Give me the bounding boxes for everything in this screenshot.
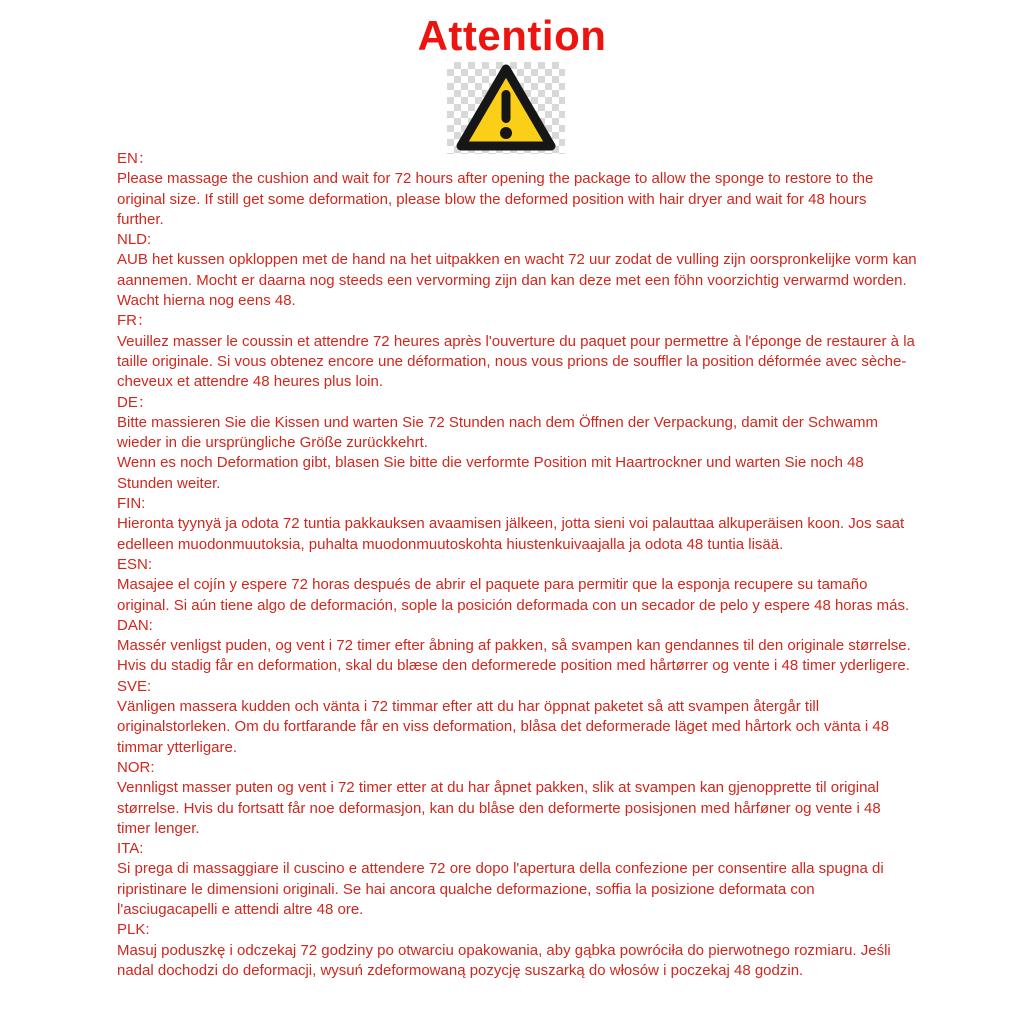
section-paragraphs: [117, 859, 917, 920]
section-paragraphs: [117, 332, 917, 393]
section-paragraphs: [117, 514, 917, 555]
language-section: [117, 758, 917, 839]
language-section: [117, 839, 917, 920]
language-label: FIN:: [117, 495, 146, 513]
language-section: [117, 555, 917, 616]
instruction-paragraph: Bitte massieren Sie die Kissen und warten Sie 72 Stunden nach dem Öffnen der Verpackung, damit der Schwamm wieder in die ursprüngliche Größe zurückkehrt.: [117, 413, 878, 452]
section-paragraphs: [117, 575, 917, 616]
language-section: [117, 616, 917, 677]
language-label: ITA:: [117, 840, 144, 858]
instruction-paragraph: Si prega di massaggiare il cuscino e attendere 72 ore dopo l'apertura della confezione per consentire alla spugna di ripristinare le dimensioni originali. Se hai ancora qualche deformazione, soffia la posizione deformata con l'asciugacapelli e attendi altre 48 ore.: [117, 860, 884, 918]
language-section: [117, 230, 917, 311]
instruction-paragraph: Veuillez masser le coussin et attendre 72 heures après l'ouverture du paquet pour permettre à l'éponge de restaurer à la taille originale. Si vous obtenez encore une déformation, nous vous prions de souffler la position déformée avec sèche-cheveux et attendre 48 heures plus loin.: [117, 332, 915, 391]
instruction-paragraph: Masuj poduszkę i odczekaj 72 godziny po otwarciu opakowania, aby gąbka powróciła do pierwotnego rozmiaru. Jeśli nadal dochodzi do deformacji, wysuń zdeformowaną pozycję suszarką do włosów i poczekaj 48 godzin.: [117, 941, 891, 979]
section-paragraphs: [117, 169, 917, 230]
language-label: NOR:: [117, 758, 155, 776]
warning-triangle-graphic: [454, 63, 558, 153]
language-section: [117, 393, 917, 494]
instruction-paragraph: Masajee el cojín y espere 72 horas después de abrir el paquete para permitir que la esponja recupere su tamaño original. Si aún tiene algo de deformación, sople la posición deformada con un secador de pelo y espere 48 horas más.: [117, 576, 910, 614]
section-paragraphs: [117, 413, 917, 494]
instruction-paragraph: Please massage the cushion and wait for 72 hours after opening the package to allow the sponge to restore to the original size. If still get some deformation, please blow the deformed position with hair dryer and wait for 48 hours further.: [117, 170, 874, 228]
language-label: PLK:: [117, 921, 150, 939]
language-label: ESN:: [117, 555, 153, 573]
language-label: FR：: [117, 312, 152, 330]
language-section: [117, 677, 917, 758]
language-section: [117, 920, 917, 981]
language-label: DE：: [117, 393, 153, 411]
language-section: [117, 149, 917, 230]
warning-triangle-icon: [447, 62, 565, 154]
instruction-paragraph: Vänligen massera kudden och vänta i 72 timmar efter att du har öppnat paketet så att svampen återgår till originalstorleken. Om du fortfarande får en viss deformation, blåsa det deformerade läget med hårtork och vänta i 48 timmar ytterligare.: [117, 698, 890, 756]
section-paragraphs: [117, 778, 917, 839]
language-label: NLD:: [117, 231, 152, 249]
language-label: EN：: [117, 150, 153, 167]
instruction-paragraph: Wenn es noch Deformation gibt, blasen Sie bitte die verformte Position mit Haartrockner und warten Sie noch 48 Stunden weiter.: [117, 454, 864, 492]
language-section: [117, 311, 917, 392]
instruction-paragraph: AUB het kussen opkloppen met de hand na het uitpakken en wacht 72 uur zodat de vulling zijn oorspronkelijke vorm kan aannemen. Mocht er daarna nog steeds een vervorming zijn dan kan deze met een föhn voorzichtig verwarmd worden. Wacht hierna nog eens 48.: [117, 251, 917, 310]
instructions: [117, 149, 917, 981]
instruction-paragraph: Massér venligst puden, og vent i 72 timer efter åbning af pakken, så svampen kan gendannes til den originale størrelse. Hvis du stadig får en deformation, skal du blæse den deformerede position med hårtørrer og vente i 48 timer yderligere.: [117, 637, 911, 675]
language-label: SVE:: [117, 677, 152, 695]
language-section: [117, 494, 917, 555]
section-paragraphs: [117, 250, 917, 311]
instruction-paragraph: Vennligst masser puten og vent i 72 timer etter at du har åpnet pakken, slik at svampen kan gjenopprette til original størrelse. Hvis du fortsatt får noe deformasjon, kan du blåse den deformerte posisjonen med hårføner og vente i 48 timer lenger.: [117, 779, 881, 837]
page-title: Attention: [417, 12, 607, 59]
language-label: DAN:: [117, 616, 153, 634]
section-paragraphs: [117, 697, 917, 758]
section-paragraphs: [117, 941, 917, 982]
section-paragraphs: [117, 636, 917, 677]
instruction-paragraph: Hieronta tyynyä ja odota 72 tuntia pakkauksen avaamisen jälkeen, jotta sieni voi palauttaa alkuperäisen koon. Jos saat edelleen muodonmuutoksia, puhalta muodonmuutoskohta hiustenkuivaajalla ja odota 48 tuntia lisää.: [117, 515, 905, 553]
